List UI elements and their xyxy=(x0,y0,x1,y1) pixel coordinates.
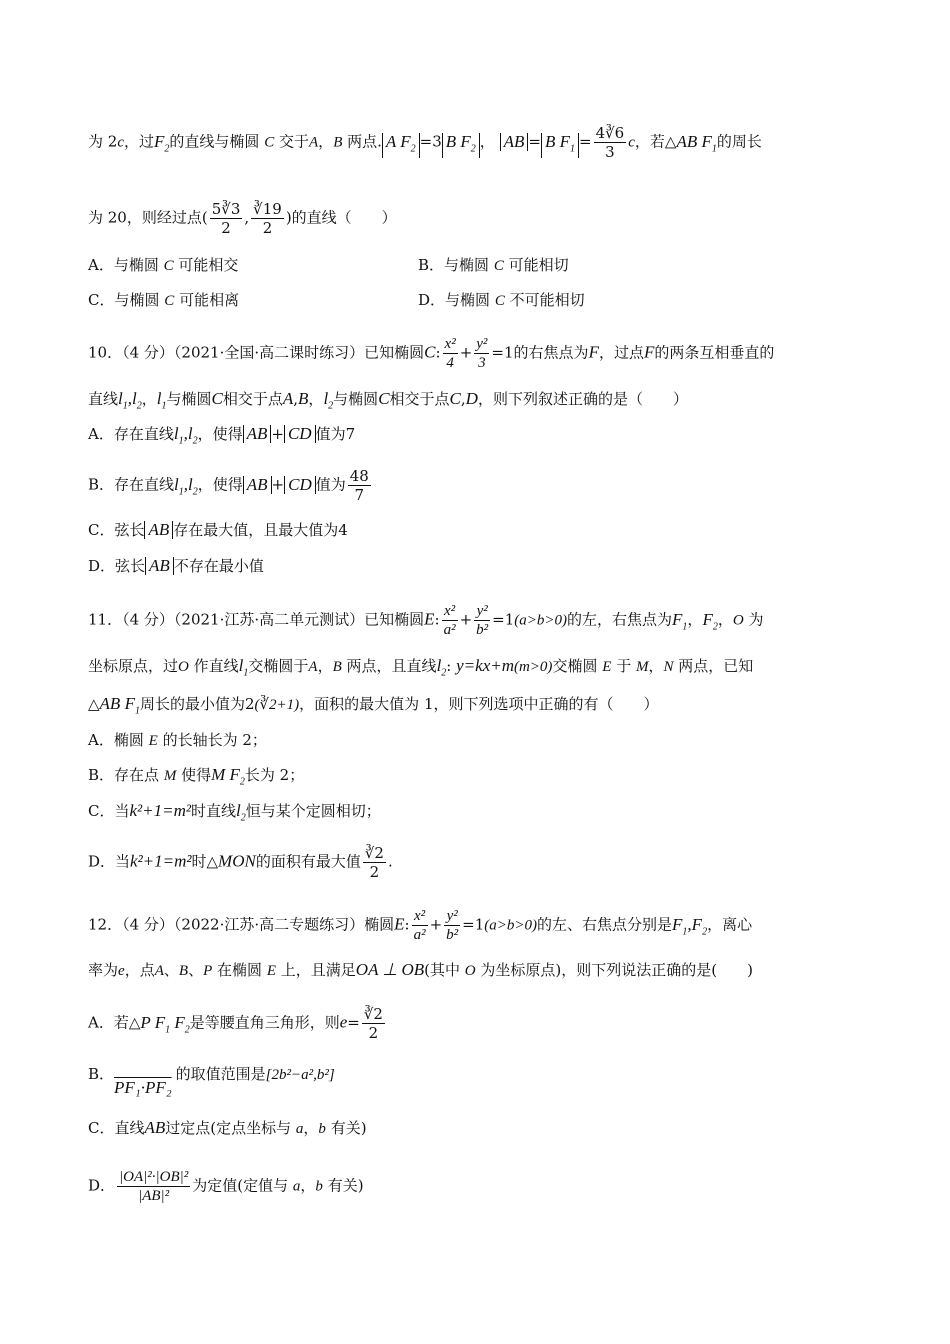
q9-option-a[interactable]: A．与椭圆 C 可能相交 xyxy=(88,256,239,274)
q12-option-b[interactable]: B．PF₁·PF₂的取值范围是[2b²−a²,b²] xyxy=(88,1065,335,1097)
q10-option-b[interactable]: B．存在直线$l_1,l_2$，使得 AB + CD 值为 $\frac{48}{7}$ xyxy=(88,467,369,504)
q11-line-3: △AB $F_1$周长的最小值为2(∛2+1)，面积的最大值为 1，则下列选项中正确的有（ ） xyxy=(88,694,659,717)
q10-option-c[interactable]: C．弦长 AB 存在最大值，且最大值为4 xyxy=(88,520,348,539)
q11-option-d[interactable]: D．当k²+1=m²时△MON的面积有最大值 $\frac{∛2}{2}$ . xyxy=(88,844,393,881)
q12-line-2: 率为e，点A、B、P 在椭圆 E 上，且满足OA ⊥ OB(其中 O 为坐标原点)，则下列说法正确的是( ) xyxy=(88,960,753,979)
q9-option-d[interactable]: D．与椭圆 C 不可能相切 xyxy=(418,291,585,309)
q11-line-2: 坐标原点，过O 作直线$l_1$交椭圆于A，B 两点，且直线$l_2$: y=kx+m(m>0)交椭圆 E 于 M，N 两点，已知 xyxy=(88,656,754,679)
q12-option-c[interactable]: C．直线AB过定点(定点坐标与 a，b 有关) xyxy=(88,1118,367,1137)
q11-option-b[interactable]: B．存在点 M 使得M $F_2$长为 2； xyxy=(88,765,305,788)
q10-line-2: 直线$l_1,l_2$，$l_1$与椭圆C相交于点A,B，$l_2$与椭圆C相交于点C,D，则下列叙述正确的是（ ） xyxy=(88,389,688,412)
q10-header: 10．（4 分）（2021·全国·高二课时练习）已知椭圆C: $\frac{\text{x²}}{4}$ + $\frac{\text{y²}}{3}$ =1的右焦点为F，过点F的两条互相垂直的 xyxy=(88,336,775,371)
q12-option-d[interactable]: D． $\frac{\text{|OA|²·|OB|²}}{\text{|AB|²}}$ 为定值(定值与 a，b 有关) xyxy=(88,1169,364,1204)
q11-header: 11．（4 分）（2021·江苏·高二单元测试）已知椭圆E: $\frac{\text{x²}}{\text{a²}}$ + $\frac{\text{y²}}{\text{b²}}$ =1(a>b>0)的左，右焦点为$F_1$，$F_2$，O 为 xyxy=(88,603,764,638)
q9-line-1: 为 2c，过$F_2$的直线与椭圆 C 交于A，B 两点. A $F_2 =3$ B $F_2$ ， AB = B $F_1$ = $\frac{4∛6}{3}$ c，若△AB $F_1$的周长 xyxy=(88,124,762,161)
q10-option-a[interactable]: A．存在直线$l_1,l_2$，使得 AB + CD 值为7 xyxy=(88,424,356,447)
q9-line-2: 为 20，则经过点( $\frac{5∛3}{2}$ , $\frac{∛19}{2}$ )的直线（ ） xyxy=(88,200,397,237)
q12-option-a[interactable]: A．若△P $F_1$ $F_2$是等腰直角三角形，则e= $\frac{∛2}{2}$ xyxy=(88,1005,383,1042)
q9-option-c[interactable]: C．与椭圆 C 可能相离 xyxy=(88,291,240,309)
q10-option-d[interactable]: D．弦长 AB 不存在最小值 xyxy=(88,556,264,575)
q11-option-c[interactable]: C．当k²+1=m²时直线$l_2$恒与某个定圆相切； xyxy=(88,801,381,824)
q12-header: 12．（4 分）（2022·江苏·高二专题练习）椭圆E: $\frac{\text{x²}}{\text{a²}}$ + $\frac{\text{y²}}{\text{b²}}$ =1(a>b>0)的左、右焦点分别是$F_1,F_2$，离心 xyxy=(88,908,753,943)
q11-option-a[interactable]: A．椭圆 E 的长轴长为 2； xyxy=(88,731,267,749)
q9-option-b[interactable]: B．与椭圆 C 可能相切 xyxy=(418,256,569,274)
